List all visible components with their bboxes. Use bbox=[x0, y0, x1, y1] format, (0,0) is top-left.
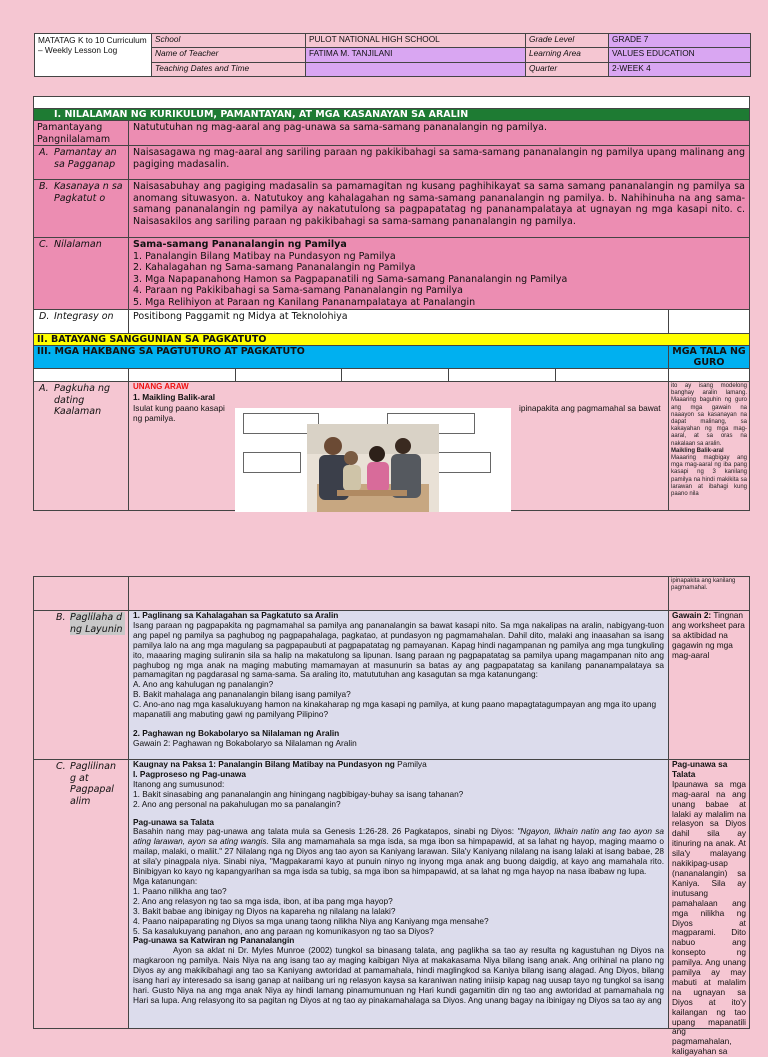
paglalahad-question: C. Ano-ano nag mga kasalukuyang hamon na kinakaharap ng mga kasapi ng pamilya, at kung paano mapagtatagumpayan ang mga ito upang mapanatili ang mabuting gawi ng pamilyang Pilipino? bbox=[133, 699, 657, 720]
blank-row-notes bbox=[668, 368, 750, 382]
paglalahad-step2-sub: Gawain 2: Paghawan ng Bokabolaryo sa Nilalaman ng Aralin bbox=[133, 737, 357, 748]
header-label-quarter: Quarter bbox=[525, 62, 609, 77]
paglalahad-question: B. Bakit mahalaga ang pananalangin bilang isang pamilya? bbox=[133, 689, 351, 700]
label-pagkatuto-text: Kasanaya n sa Pagkatut o bbox=[54, 181, 123, 204]
blank-row-cell bbox=[341, 368, 449, 382]
katwiran-body: Ayon sa aklat ni Dr. Myles Munroe (2002) tungkol sa binasang talata, ang paglikha sa tao ay resulta ng kagustuhan ng Diyos na magkaroon ng pamilya. Nais Niya na ang isang tao ay maging kaibigan Niya at makakasama Niya bilang isang anak. Ang orihinal na plano ng Diyos ay ang makikibahagi ang tao sa Kaniyang awtoridad at pamamahala, hindi maglingkod sa Kaniya bilang isang alagad. Ang Diyos, bilang isang hari ay interesado sa isang ganap at naiibang uri ng relasyon kaysa sa karaniwan nating iniisip kapag nag uusap tayo ng tungkol sa isang hari. Gusto Niya na ang mga anak Niya ay hindi lamang pinamumunuan ng Hari kundi gagamitin din ng tao ang awtoridad at pamamahala ng Hari sa lupa. Ang relasyong ito sa pagitan ng Diyos at ng tao ay pinakamahalaga sa Diyos. Ang unang bagay na ibinigay ng Diyos sa tao ay ang bbox=[133, 945, 664, 1005]
label-pagkuha-text: Pagkuha ng dating Kaalaman bbox=[54, 383, 111, 417]
katwiran-heading: Pag-unawa sa Katwiran ng Pananalangin bbox=[133, 935, 295, 946]
blank-row-cell bbox=[448, 368, 556, 382]
label-paglilinang-text: Paglilinan g at Pagpapal alim bbox=[70, 761, 117, 807]
balik-aral-instruction-tail: ipinapakita ang pagmamahal sa bawat bbox=[519, 403, 661, 413]
label-nilalaman-text: Nilalaman bbox=[54, 239, 102, 250]
talata-body-b: Sila ang mamamahala sa mga isda, sa mga ibon sa himpapawid, at sa lahat ng hayop, maging maamo o mailap, malaki, o maliit." 27 Nilalang nga ng Diyos ang tao ayon sa Kaniyang larawan. Sila'y Kaniyang nilalang na isang lalaki at isang babae, 28 at sila'y pinagpala niya. Sinabi niya, "Magpakarami kayo at punuin ninyo ng inyong mga anak ang buong daigdig, at kayo ang mamahala rito. Binibigyan ko kayo ng kapangyarihan sa mga isda sa tubig, sa mga ibon sa himpapawid, at sa lahat ng mga hayop na nasa ibabaw ng lupa. bbox=[133, 836, 664, 877]
p2-top-content bbox=[128, 576, 669, 611]
header-label-grade: Grade Level bbox=[525, 33, 609, 48]
header-title-text: MATATAG K to 10 Curriculum – Weekly Lesson Log bbox=[38, 35, 147, 55]
paglilinang-title-rest: Pamilya bbox=[394, 759, 427, 769]
talata-question: 3. Bakit babae ang ibinigay ng Diyos na kapareha ng nilalang na lalaki? bbox=[133, 905, 396, 916]
talata-question: 4. Paano naipaparating ng Diyos sa mga unang taong nilikha Niya ang Kaniyang mga mensahe? bbox=[133, 915, 489, 926]
note-talata-body: Ipaunawa sa mga mag-aaral na ang unang babae at lalaki ay malalim na relasyon sa Diyos dahil sila ay itinuring na anak. At sila'y malayang nakikipag-usap (nananalangin) sa Kaniya. Sila ay inutusang pamahalaan ang mga nilikha ng Diyos at magparami. Dito nabuo ang konsepto ng pamilya. Ang unang pamilya ay may mabuti at malalim na ugnayan sa Diyos at ito'y kailangan ng tao upang mapanatili ang pagmamahalan, kaligayahan sa bbox=[672, 778, 746, 1057]
label-box bbox=[431, 452, 491, 473]
text-pangnilalaman: Natututuhan ng mag-aaral ang pag-unawa sa sama-samang pananalangin ng pamilya. bbox=[128, 120, 750, 146]
p2-top-label bbox=[33, 576, 129, 611]
blank-row-cell bbox=[128, 368, 236, 382]
header-value-grade: GRADE 7 bbox=[608, 33, 751, 48]
label-pagkatuto bbox=[33, 179, 129, 238]
talata-question: 2. Ano ang relasyon ng tao sa mga isda, ibon, at iba pang mga hayop? bbox=[133, 895, 393, 906]
header-label-teacher: Name of Teacher bbox=[151, 47, 306, 63]
label-pagganap bbox=[33, 145, 129, 180]
paglalahad-question: A. Ano ang kahulugan ng panalangin? bbox=[133, 679, 274, 690]
section3-heading: III. MGA HAKBANG SA PAGTUTURO AT PAGKATUTO bbox=[33, 345, 669, 369]
p2-top-notes: ipinapakita ang kanilang pagmamahal. bbox=[668, 576, 750, 611]
header-value-dates bbox=[305, 62, 526, 77]
notes-heading: MGA TALA NG GURO bbox=[668, 345, 750, 369]
nilalaman-item: 5. Mga Relihiyon at Paraan ng Kanilang Pananampalataya at Panalangin bbox=[133, 296, 476, 308]
talata-question: 1. Paano nilikha ang tao? bbox=[133, 885, 227, 896]
talata-body-a: Basahin nang may pag-unawa ang talata mula sa Genesis 1:26-28. 26 Pagkatapos, sinabi ng Diyos: bbox=[133, 826, 518, 837]
letter-a: A. bbox=[39, 147, 49, 158]
text-nilalaman bbox=[128, 237, 750, 310]
pagproseso-heading: I. Pagproseso ng Pag-unawa bbox=[133, 768, 246, 779]
nilalaman-item: 3. Mga Napapanahong Hamon sa Pagpapanatili ng Sama-samang Pananalangin ng Pamilya bbox=[133, 273, 568, 285]
note-title: Maikling Balik-aral bbox=[671, 447, 724, 454]
nilalaman-item: 4. Paraan ng Pakikibahagi sa Sama-samang Pananalangin ng Pamilya bbox=[133, 285, 463, 296]
balik-aral-instruction: Isulat kung paano kasapi ng pamilya. bbox=[133, 403, 225, 423]
label-paglilinang bbox=[33, 759, 129, 1029]
nilalaman-item: 1. Panalangin Bilang Matibay na Pundasyon ng Pamilya bbox=[133, 250, 396, 262]
letter-c2: C. bbox=[56, 761, 66, 772]
paglalahad-body: Isang paraan ng pagpapakita ng pagmamahal sa pamilya ang pananalangin sa bawat kasapi nito. Sa mga nakalipas na aralin, nabigyang-tuon ang papel ng pamilya sa paghubog ng pagpapahalaga, pagkatao, at pundasyon ng pagmamahalan. Dahil dito, malaki ang inaasahan sa isang pamilya lalo na ang mga magulang sa pagpapaubuti at pagpapatatag ng pamayanan. Kapag hindi nagampanan ng pamilya ang mga tungkuling ito, maaaring maging suliranin sila sa halip na makatulong sa lipunan. Isang paraan ng pagpapatatag sa pamilya upang magampanan nito ang paghubog ng mga anak na maging mabuting mamamayan at masunurin sa batas ay ang pagpapatatag sa kanilang pananampalataya sa pamamagitan ng pagdarasal ng sama-sama. Sa araling ito, matututuhan ang kasagutan sa mga katanungang: bbox=[133, 619, 664, 680]
notes-pagkuha bbox=[668, 381, 750, 511]
pagproseso-question: 2. Ano ang personal na pakahulugan mo sa panalangin? bbox=[133, 798, 341, 809]
letter-c: C. bbox=[39, 239, 49, 250]
section2-heading: II. BATAYANG SANGGUNIAN SA PAGKATUTO bbox=[33, 333, 750, 346]
note-body: Maaaring magbigay ang mga mag-aaral ng iba pang kasapi ng 3 kanilang pamilya na hindi makikita sa larawan at ibahagi kung paano nila bbox=[671, 455, 747, 498]
label-pagkuha bbox=[33, 381, 129, 511]
nilalaman-title: Sama-samang Pananalangin ng Pamilya bbox=[133, 239, 347, 250]
paglalahad-step2: 2. Paghawan ng Bokabolaryo sa Nilalaman ng Aralin bbox=[133, 727, 340, 738]
label-paglalahad-text: Paglilaha d ng Layunin bbox=[70, 612, 125, 635]
note-talata-title: Pag-unawa sa Talata bbox=[672, 759, 728, 779]
paglalahad-title: 1. Paglinang sa Kahalagahan sa Pagkatuto sa Aralin bbox=[133, 610, 339, 620]
paglilinang-title: Kaugnay na Paksa 1: Panalangin Bilang Matibay na Pundasyon ng bbox=[133, 759, 395, 769]
lesson-log-header bbox=[34, 33, 751, 77]
letter-b2: B. bbox=[56, 612, 66, 623]
talata-heading: Pag-unawa sa Talata bbox=[133, 816, 214, 827]
note-gawain2-bold: Gawain 2: bbox=[672, 610, 712, 620]
letter-d: D. bbox=[39, 311, 50, 322]
header-value-area: VALUES EDUCATION bbox=[608, 47, 751, 63]
notes-paglalahad bbox=[668, 610, 750, 760]
label-nilalaman bbox=[33, 237, 129, 310]
label-pagganap-text: Pamantay an sa Pagganap bbox=[54, 147, 117, 170]
header-label-school: School bbox=[151, 33, 306, 48]
notes-paglilinang bbox=[668, 759, 750, 1057]
header-value-teacher: FATIMA M. TANJILANI bbox=[305, 47, 526, 63]
header-label-area: Learning Area bbox=[525, 47, 609, 63]
day-label: UNANG ARAW bbox=[133, 382, 189, 391]
text-pagkatuto: Naisasabuhay ang pagiging madasalin sa pamamagitan ng kusang paghihikayat sa sama samang pananalangin ng pamilya sa anomang situwasyon. a. Natutukoy ang kahalagahan ng sama-samang pananalangin ng pamilya. b. Nahihinuha na ang sama-samang pananalangin ng pamilya ay nakatutulong sa pagpapatatag ng pananampalataya at ugnayan ng mga kasapi nito. c. Naisasakilos ang sariling paraan ng pakikibahagi sa sama-samang pananalangin ng pamilya. bbox=[128, 179, 750, 238]
letter-a2: A. bbox=[39, 383, 49, 394]
step-balik-aral: 1. Maikling Balik-aral bbox=[133, 392, 216, 402]
content-paglilinang bbox=[128, 759, 669, 1029]
family-illustration bbox=[235, 408, 511, 512]
label-paglalahad bbox=[33, 610, 129, 760]
talata-question: 5. Sa kasalukuyang panahon, ano ang paraan ng komunikasyon ng tao sa Diyos? bbox=[133, 925, 434, 936]
family-praying-photo bbox=[307, 424, 439, 512]
section1-heading: I. NILALAMAN NG KURIKULUM, PAMANTAYAN, AT MGA KASANAYAN SA ARALIN bbox=[33, 108, 750, 121]
label-integrasyon bbox=[33, 309, 129, 334]
header-label-dates: Teaching Dates and Time bbox=[151, 62, 306, 77]
note-gawain2: Tingnan ang worksheet para sa aktibidad na gagawin ng mga mag-aaral bbox=[672, 610, 745, 660]
integrasyon-notes bbox=[668, 309, 750, 334]
talata-prompt: Mga katanungan: bbox=[133, 875, 198, 886]
note-intro: ito ay isang modelong banghay aralin lamang. Maaaring baguhin ng guro ang mga gawain na naaayon sa kasanayan na dapat malinang, sa kakayahan ng mga mag-aaral, at sa oras na nakalaan sa aralin. bbox=[671, 383, 747, 447]
label-integrasyon-text: Integrasy on bbox=[54, 311, 114, 322]
letter-b: B. bbox=[39, 181, 49, 192]
text-pagganap: Naisasagawa ng mag-aaral ang sariling paraan ng pakikibahagi sa sama-samang pananalangin ng pamilya upang malinang ang pagiging madasalin. bbox=[128, 145, 750, 180]
pagproseso-prompt: Itanong ang sumusunod: bbox=[133, 778, 225, 789]
content-pagkuha bbox=[128, 381, 669, 511]
header-title bbox=[34, 33, 152, 77]
blank-row-cell bbox=[555, 368, 669, 382]
text-integrasyon: Positibong Paggamit ng Midya at Teknolohiya bbox=[128, 309, 669, 334]
label-box bbox=[243, 452, 301, 473]
label-pangnilalaman: Pamantayang Pangnilalamam bbox=[33, 120, 129, 146]
content-paglalahad bbox=[128, 610, 669, 760]
talata-quote: "Ngayon, likhain natin ang tao ayon sa ating larawan, ayon sa ating wangis. bbox=[133, 826, 665, 847]
blank-row-cell bbox=[235, 368, 342, 382]
header-value-quarter: 2-WEEK 4 bbox=[608, 62, 751, 77]
pagproseso-question: 1. Bakit sinasabing ang pananalangin ang hiningang nagbibigay-buhay sa isang tahanan? bbox=[133, 788, 464, 799]
nilalaman-item: 2. Kahalagahan ng Sama-samang Pananalangin ng Pamilya bbox=[133, 262, 416, 273]
header-value-school: PULOT NATIONAL HIGH SCHOOL bbox=[305, 33, 526, 48]
blank-row-label bbox=[33, 368, 129, 382]
